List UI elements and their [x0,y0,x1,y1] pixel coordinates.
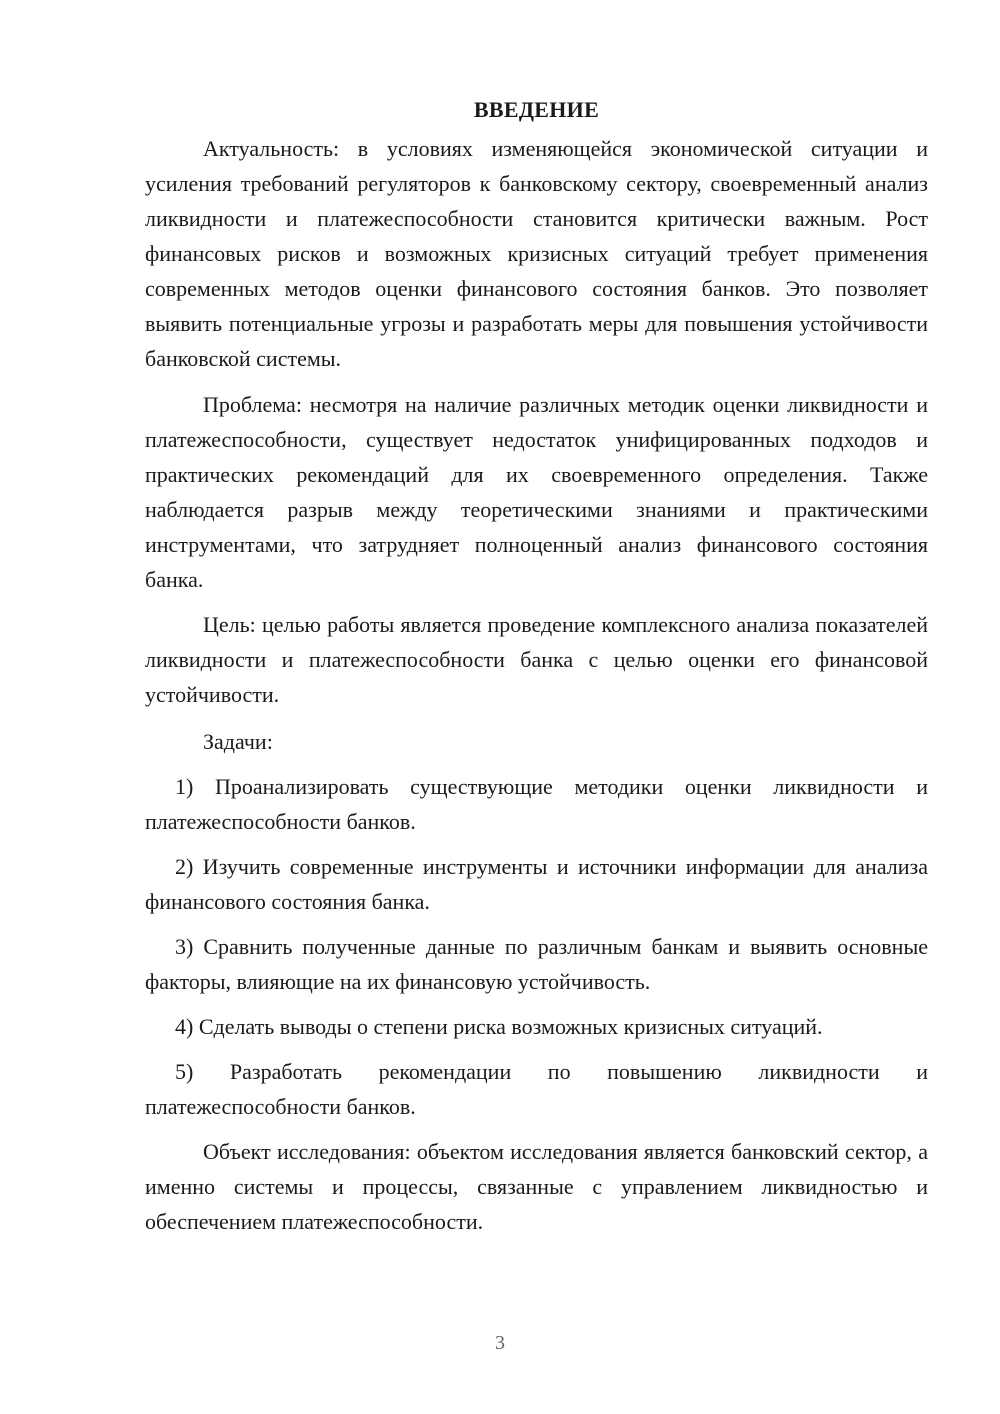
relevance-paragraph: Актуальность: в условиях изменяющейся экономической ситуации и усиления требований регуляторов к банковскому сектору, своевременный анализ ликвидности и платежеспособности становится критически важным. Рост финансовых рисков и возможных кризисных ситуаций требует применения современных методов оценки финансового состояния банков. Это позволяет выявить потенциальные угрозы и разработать меры для повышения устойчивости банковской системы. [145,136,928,371]
task-item-4: 4) Сделать выводы о степени риска возможных кризисных ситуаций. [175,1014,823,1039]
page-number: 3 [495,1332,505,1354]
page-title: ВВЕДЕНИЕ [473,97,600,122]
document-page [145,92,928,1249]
research-object-paragraph: Объект исследования: объектом исследования является банковский сектор, а именно системы и процессы, связанные с управлением ликвидностью и обеспечением платежеспособности. [145,1139,928,1234]
tasks-heading: Задачи: [203,729,273,754]
task-item-3: 3) Сравнить полученные данные по различным банкам и выявить основные факторы, влияющие на их финансовую устойчивость. [145,934,928,994]
task-item-2: 2) Изучить современные инструменты и источники информации для анализа финансового состояния банка. [145,854,928,914]
task-item-5: 5) Разработать рекомендации по повышению ликвидности и платежеспособности банков. [145,1059,928,1119]
goal-paragraph: Цель: целью работы является проведение комплексного анализа показателей ликвидности и платежеспособности банка с целью оценки его финансовой устойчивости. [145,612,928,707]
task-item-1: 1) Проанализировать существующие методики оценки ликвидности и платежеспособности банков. [145,774,928,834]
problem-paragraph: Проблема: несмотря на наличие различных методик оценки ликвидности и платежеспособности, существует недостаток унифицированных подходов и практических рекомендаций для их своевременного определения. Также наблюдается разрыв между теоретическими знаниями и практическими инструментами, что затрудняет полноценный анализ финансового состояния банка. [145,392,928,592]
tasks-list [145,769,928,1124]
